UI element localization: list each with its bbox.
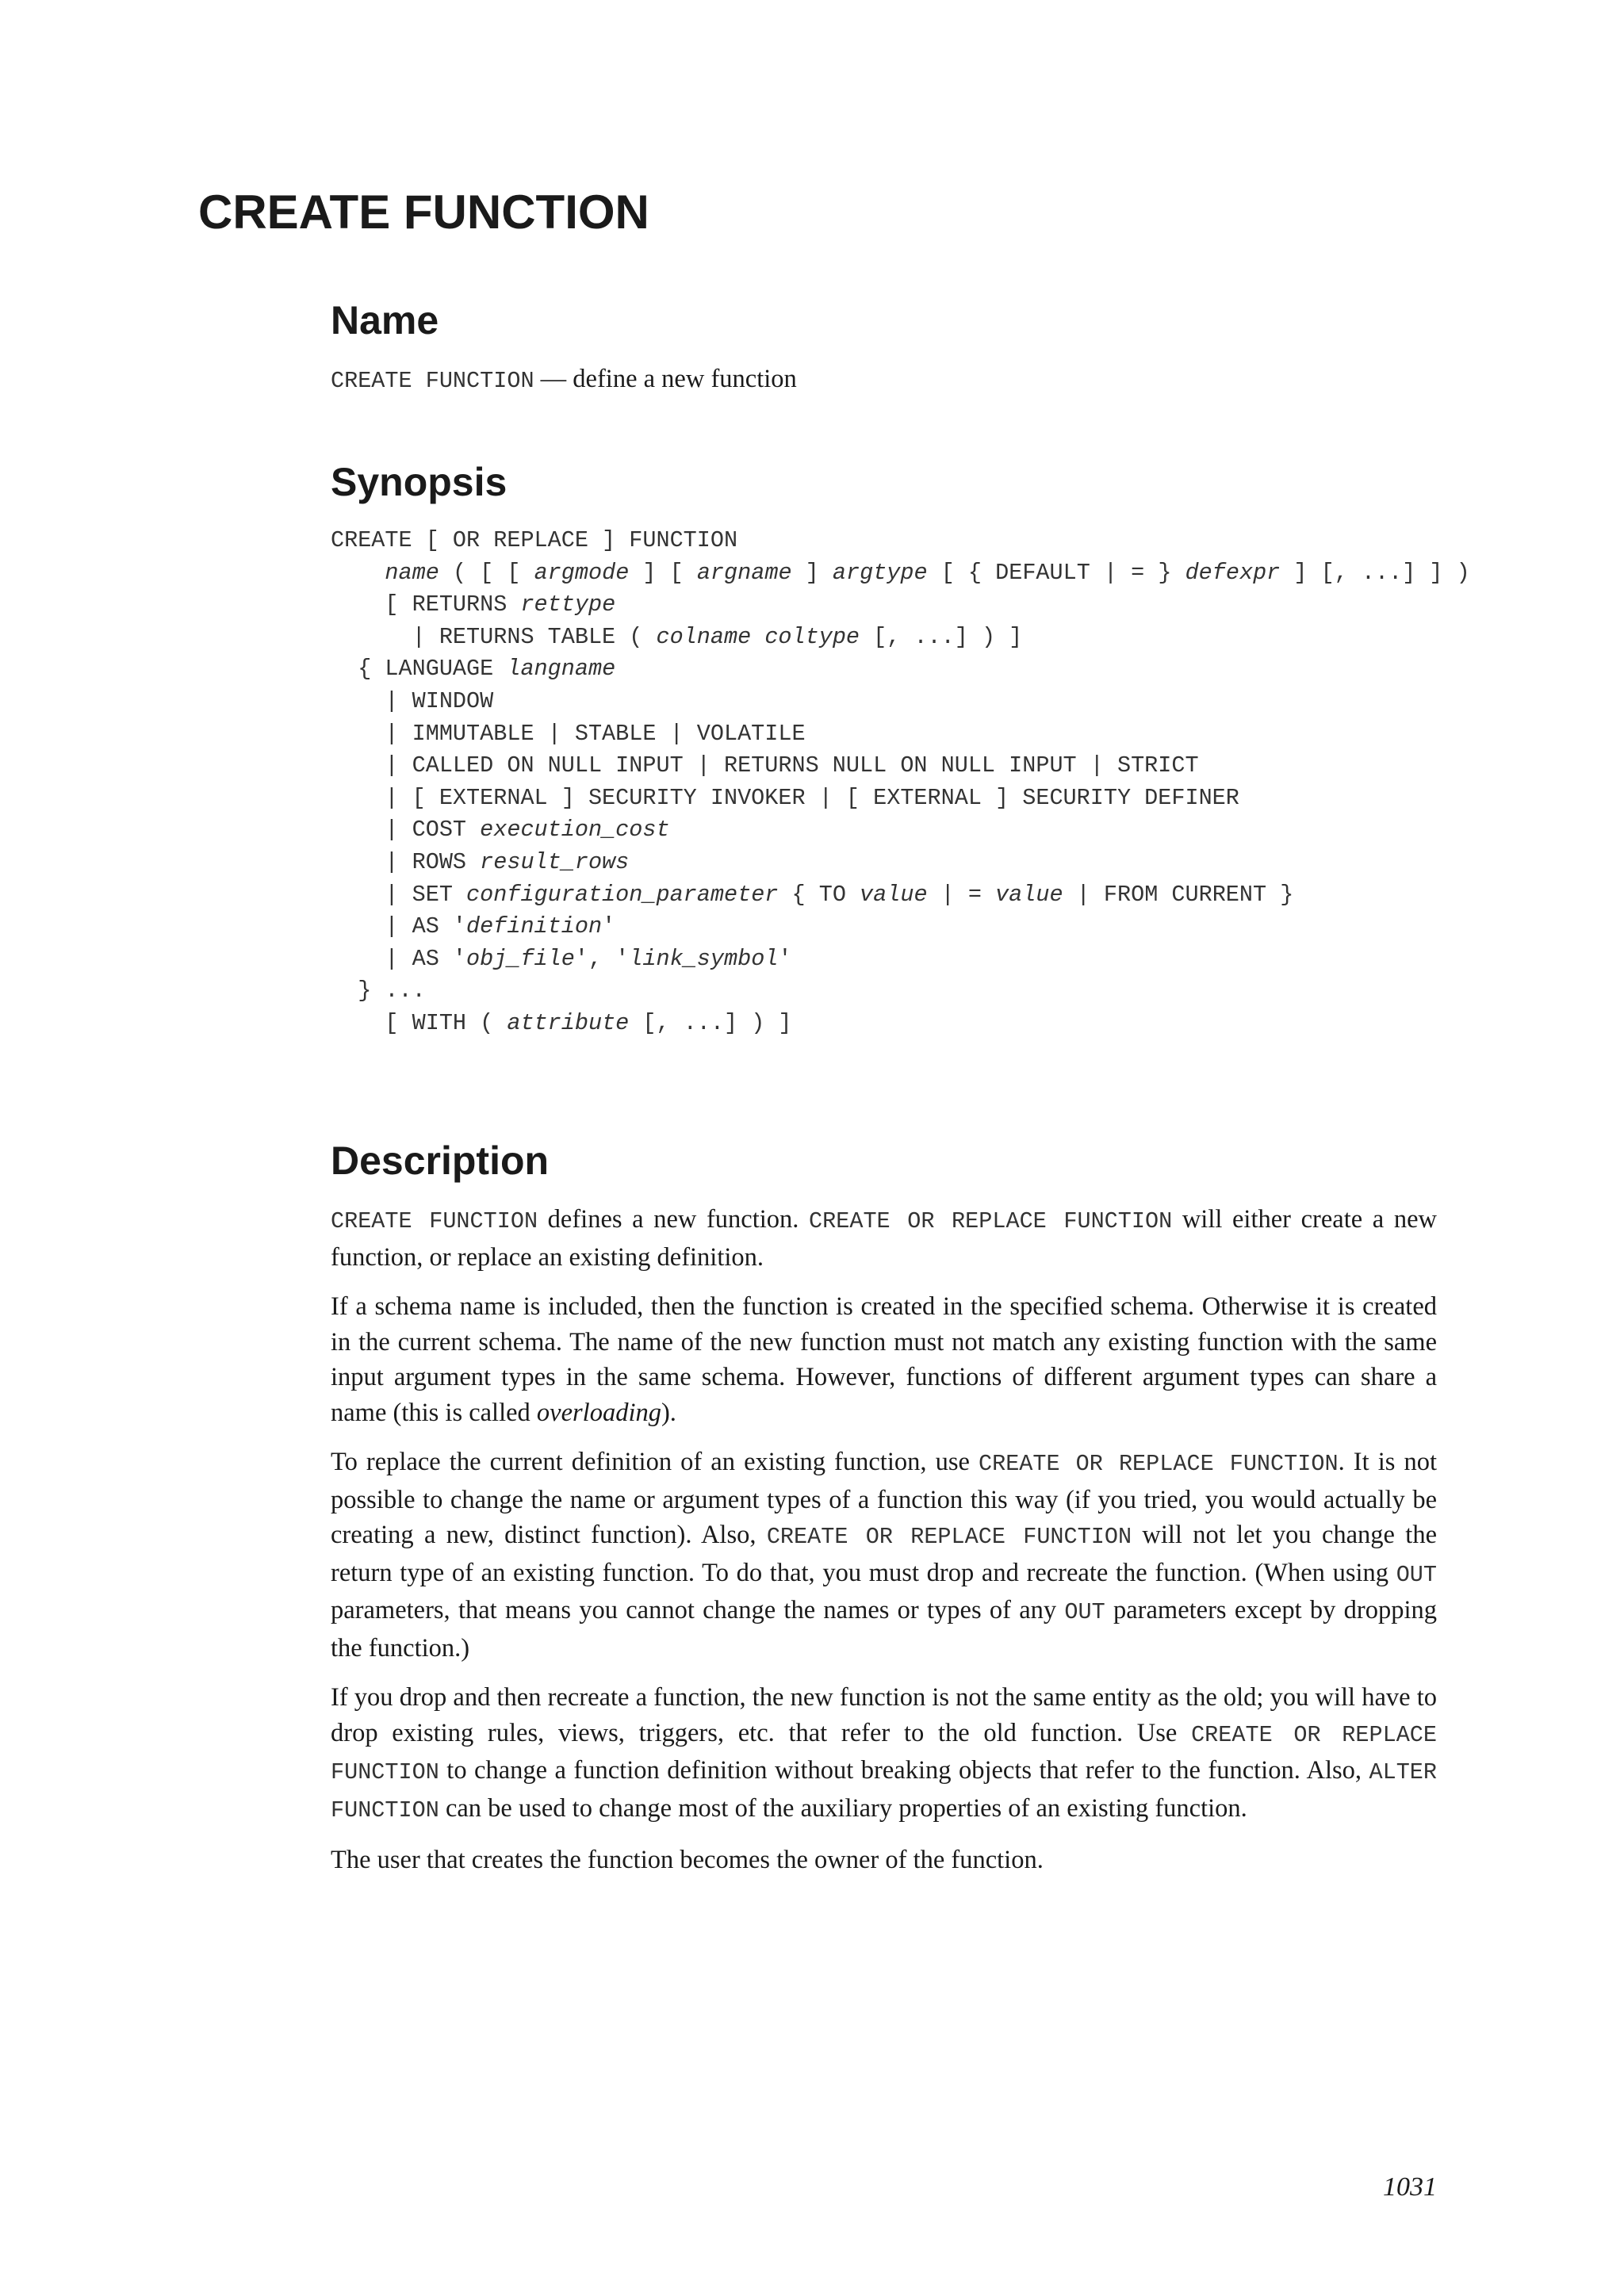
inline-code: CREATE OR REPLACE FUNCTION [809, 1208, 1173, 1234]
description-paragraph-3 [331, 1445, 1437, 1666]
text-run: will either create a new function, or replace an existing definition. [331, 1205, 1437, 1272]
command-name: CREATE FUNCTION [331, 368, 534, 394]
synopsis-heading: Synopsis [331, 460, 508, 504]
inline-code: CREATE OR REPLACE FUNCTION [331, 1721, 1438, 1785]
name-heading: Name [331, 298, 439, 342]
inline-code: CREATE FUNCTION [331, 1208, 538, 1234]
description-section [331, 1135, 1437, 1892]
text-run: to change a function definition without breaking objects that refer to the function. Also, [439, 1756, 1369, 1785]
text-run: will not let you change the return type of an existing function. To do that, you must drop and recreate the function. (When using [331, 1521, 1437, 1587]
inline-code: OUT [1396, 1561, 1437, 1588]
command-summary: — define a new function [540, 365, 797, 393]
description-paragraph-2 [331, 1289, 1437, 1430]
description-paragraph-5: The user that creates the function becomes the owner of the function. [331, 1846, 1044, 1874]
inline-code: CREATE OR REPLACE FUNCTION [979, 1451, 1339, 1477]
text-run: parameters, that means you cannot change the names or types of any [331, 1596, 1065, 1624]
text-run: defines a new function. [538, 1205, 810, 1234]
inline-code: ALTER FUNCTION [331, 1759, 1437, 1823]
text-run: If you drop and then recreate a function, the new function is not the same entity as the old; you will have to drop existing rules, views, triggers, etc. that refer to the old function. Use [331, 1683, 1437, 1747]
text-run: . It is not possible to change the name or argument types of a function this way (if you tried, you would actually be creating a new, distinct function). Also, [331, 1448, 1437, 1549]
text-run: ). [661, 1398, 676, 1427]
description-paragraph-4 [331, 1680, 1437, 1828]
name-line [331, 362, 1437, 400]
text-run: can be used to change most of the auxiliary properties of an existing function. [439, 1793, 1247, 1823]
name-section [331, 295, 1437, 400]
text-run: If a schema name is included, then the function is created in the specified schema. Otherwise it is created in the current schema. The name of the new function must not match any existing function with the same input argument types in the same schema. However, functions of different argument types can share a name (this is called [331, 1292, 1437, 1427]
inline-code: CREATE OR REPLACE FUNCTION [766, 1524, 1132, 1550]
inline-code: OUT [1064, 1599, 1105, 1625]
text-run: To replace the current definition of an existing function, use [331, 1448, 979, 1476]
description-heading: Description [331, 1138, 550, 1183]
synopsis-code: CREATE [ OR REPLACE ] FUNCTION name ( [ [ argmode ] [ argname ] argtype [ { DEFAULT | = } defexpr ] [, ...] ] ) [ RETURNS rettype | RETURNS TABLE ( colname coltype [, ...] ) ] { LANGUAGE langname | WINDOW | IMMUTABLE | STABLE | VOLATILE | CALLED ON NULL INPUT | RETURNS NULL ON NULL INPUT | STRICT | [ EXTERNAL ] SECURITY INVOKER | [ EXTERNAL ] SECURITY DEFINER | COST execution_cost | ROWS result_rows | SET configuration_parameter { TO value | = value | FROM CURRENT } | AS 'definition' | AS 'obj_file', 'link_symbol' } ... [ WITH ( attribute [, ...] ) ] [331, 527, 1470, 1036]
emphasis: overloading [536, 1398, 661, 1427]
text-run: parameters except by dropping the function.) [331, 1596, 1437, 1663]
description-paragraph-1 [331, 1202, 1437, 1275]
page-number: 1031 [1383, 2172, 1437, 2202]
page-title: CREATE FUNCTION [198, 186, 649, 239]
synopsis-section [331, 457, 1470, 1040]
